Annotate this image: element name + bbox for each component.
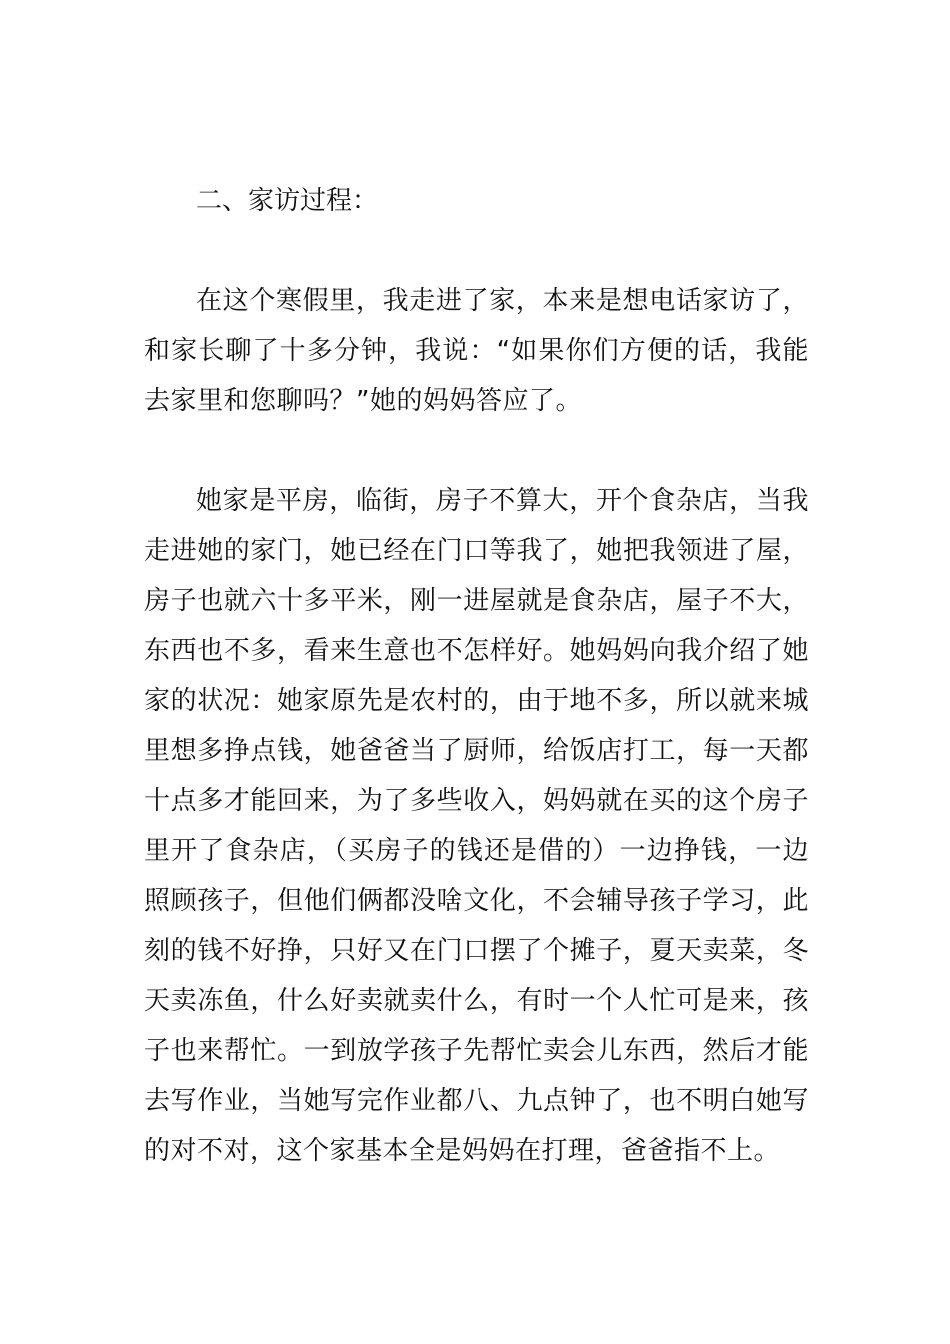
section-heading: 二、家访过程： bbox=[196, 186, 379, 216]
paragraph-2: 她家是平房，临街，房子不算大，开个食杂店，当我走进她的家门，她已经在门口等我了，她把我领进了屋，房子也就六十多平米，刚一进屋就是食杂店，屋子不大，东西也不多，看来生意也不怎样好。她妈妈向我介绍了她家的状况：她家原先是农村的，由于地不多，所以就来城里想多挣点钱，她爸爸当了厨师，给饭店打工，每一天都十点多才能回来，为了多些收入，妈妈就在买的这个房子里开了食杂店，（买房子的钱还是借的）一边挣钱，一边照顾孩子，但他们俩都没啥文化，不会辅导孩子学习，此刻的钱不好挣，只好又在门口摆了个摊子，夏天卖菜，冬天卖冻鱼，什么好卖就卖什么，有时一个人忙可是来，孩子也来帮忙。一到放学孩子先帮忙卖会儿东西，然后才能去写作业，当她写完作业都八、九点钟了，也不明白她写的对不对，这个家基本全是妈妈在打理，爸爸指不上。 bbox=[144, 486, 809, 1166]
paragraph-1: 在这个寒假里，我走进了家，本来是想电话家访了，和家长聊了十多分钟，我说：“如果你们方便的话，我能去家里和您聊吗？”她的妈妈答应了。 bbox=[144, 286, 809, 416]
document-page bbox=[144, 176, 809, 1176]
